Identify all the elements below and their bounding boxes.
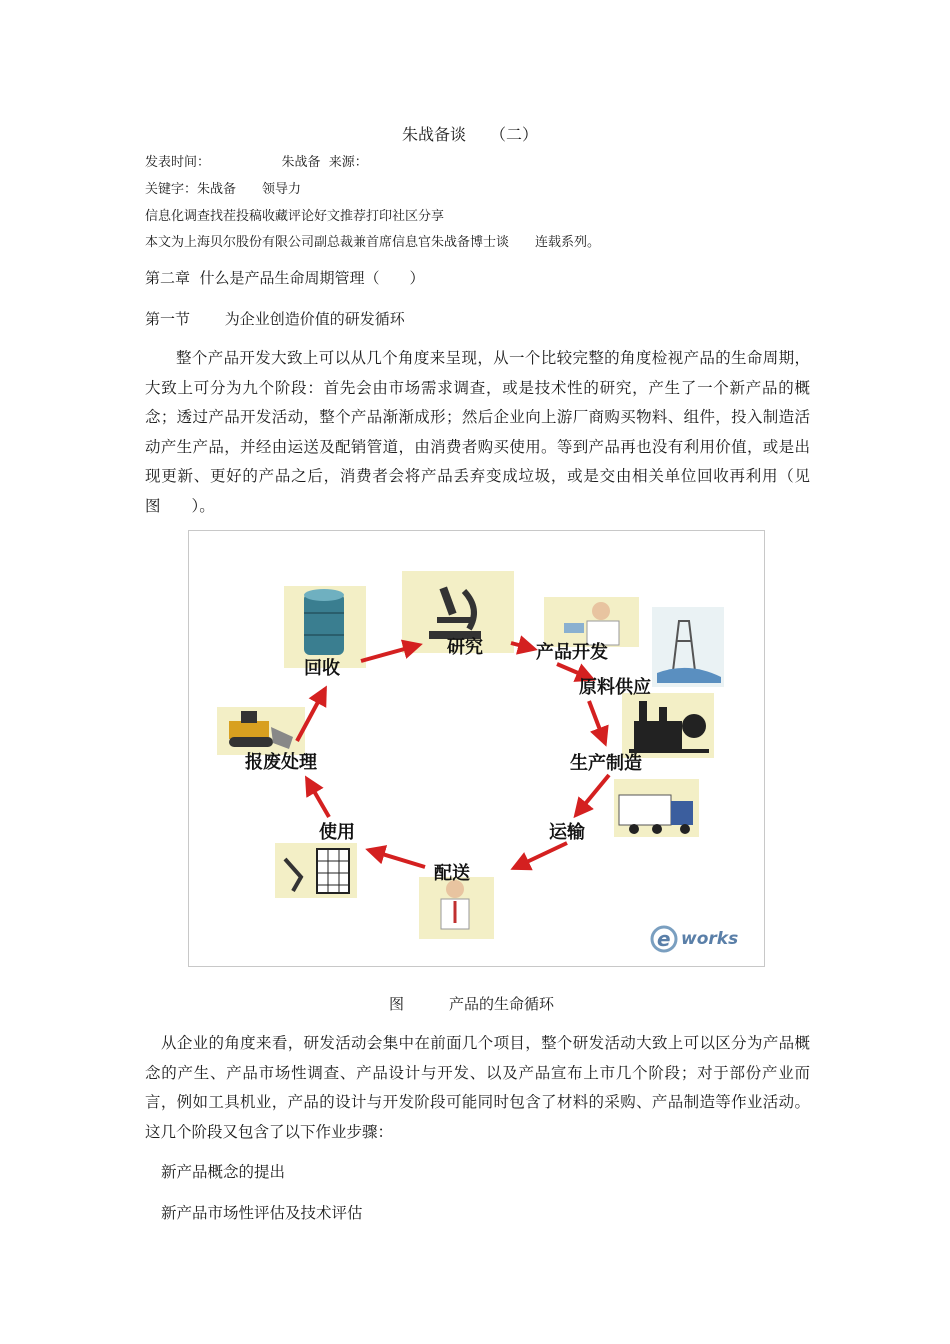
- stage-label-transport: 运输: [549, 822, 585, 843]
- arrow-delivery-to-use: [369, 850, 425, 867]
- product-lifecycle-figure: [188, 530, 765, 967]
- figure-caption: 图 产品的生命循环: [389, 995, 555, 1013]
- stage-label-research: 研究: [447, 637, 483, 658]
- eworks-logo: [652, 927, 738, 951]
- document-title: 朱战备谈 （二）: [402, 125, 539, 144]
- arrow-supply-to-production: [589, 701, 605, 743]
- stage-label-supply: 原料供应: [579, 677, 651, 698]
- stage-label-production: 生产制造: [570, 753, 642, 774]
- stage-label-development: 产品开发: [536, 642, 608, 663]
- chapter-heading: 第二章 什么是产品生命周期管理（ ）: [145, 269, 425, 287]
- list-item: 新产品市场性评估及技术评估: [161, 1204, 363, 1222]
- svg-text:works: works: [681, 929, 739, 949]
- meta-keywords: 关键字：朱战备 领导力: [145, 182, 302, 197]
- arrow-research-to-development: [511, 643, 534, 649]
- stage-label-disposal: 报废处理: [245, 752, 317, 773]
- meta-intro: 本文为上海贝尔股份有限公司副总裁兼首席信息官朱战备博士谈 连载系列。: [145, 235, 601, 250]
- section-heading: 第一节 为企业创造价值的研发循环: [145, 310, 405, 328]
- stage-label-recycle: 回收: [304, 658, 340, 679]
- stage-label-use: 使用: [319, 822, 355, 843]
- body-paragraph-1: 整个产品开发大致上可以从几个角度来呈现，从一个比较完整的角度检视产品的生命周期，大致上可分为九个阶段：首先会由市场需求调查，或是技术性的研究，产生了一个新产品的概念；透过产品开发活动，整个产品渐渐成形；然后企业向上游厂商购买物料、组件，投入制造活动产生产品，并经由运送及配销管道，由消费者购买使用。等到产品再也没有利用价值，或是出现更新、更好的产品之后，消费者会将产品丢弃变成垃圾，或是交由相关单位回收再利用（见图 ）。: [145, 349, 810, 515]
- meta-links: 信息化调查找茬投稿收藏评论好文推荐打印社区分享: [145, 209, 445, 224]
- arrow-production-to-transport: [576, 775, 609, 815]
- meta-published: 发表时间： 朱战备 来源：: [145, 155, 368, 170]
- list-item: 新产品概念的提出: [161, 1163, 286, 1181]
- arrow-use-to-disposal: [307, 779, 329, 817]
- stage-label-delivery: 配送: [434, 863, 470, 884]
- svg-text:e: e: [657, 927, 671, 951]
- arrow-transport-to-delivery: [514, 843, 567, 868]
- body-paragraph-2: 从企业的角度来看，研发活动会集中在前面几个项目，整个研发活动大致上可以区分为产品概念的产生、产品市场性调查、产品设计与开发、以及产品宣布上市几个阶段；对于部份产业而言，例如工具机业，产品的设计与开发阶段可能同时包含了材料的采购、产品制造等作业活动。这几个阶段又包含了以下作业步骤：: [145, 1034, 810, 1141]
